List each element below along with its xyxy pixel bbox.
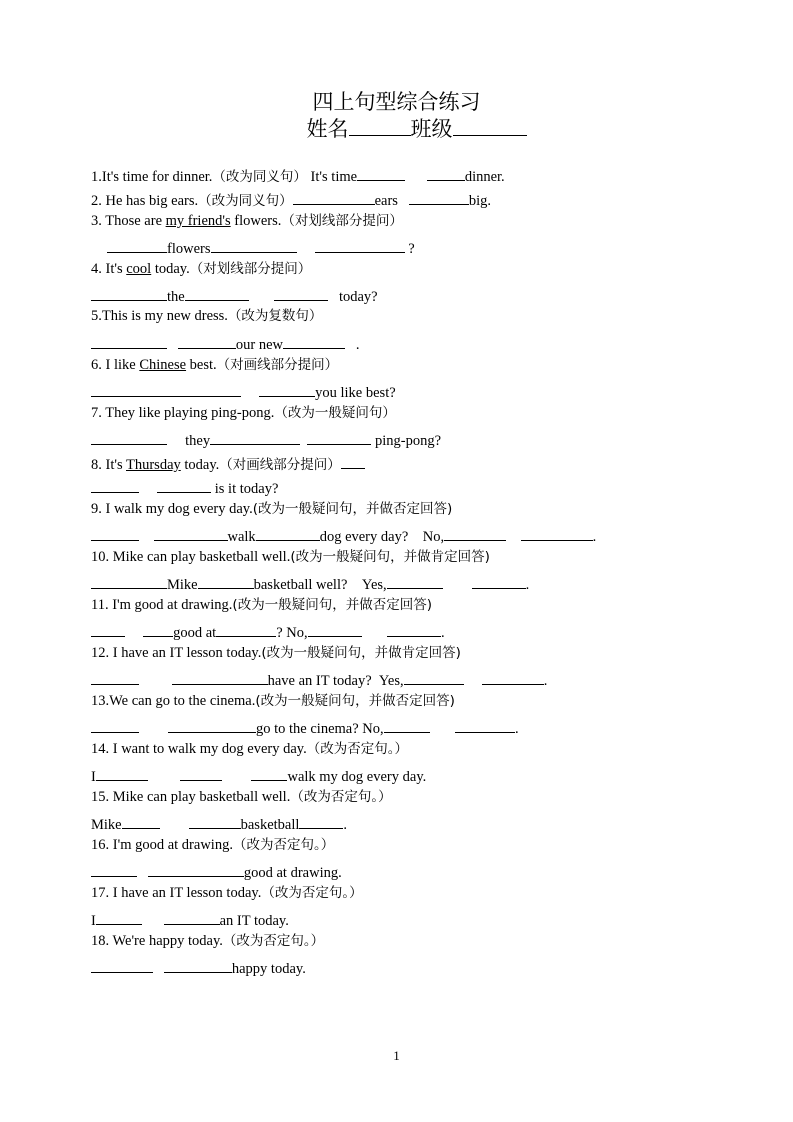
answer-blank[interactable]: [259, 379, 315, 397]
answer-blank[interactable]: [148, 859, 244, 877]
answer-blank[interactable]: [178, 331, 236, 349]
answer-6: you like best?: [91, 379, 396, 403]
answer-blank[interactable]: [387, 619, 441, 637]
question-12: 12. I have an IT lesson today.(改为一般疑问句，并做肯定回答): [91, 645, 461, 661]
answer-blank[interactable]: [91, 283, 167, 301]
answer-blank[interactable]: [91, 523, 139, 541]
underlined-word: Chinese: [139, 357, 187, 373]
question-4: 4. It's cool today.（对划线部分提问）: [91, 261, 312, 277]
underlined-word: Thursday: [126, 457, 181, 473]
answer-blank[interactable]: [91, 427, 167, 445]
answer-blank[interactable]: [91, 715, 139, 733]
answer-blank[interactable]: [91, 571, 167, 589]
answer-13: go to the cinema? No, .: [91, 715, 519, 739]
name-class-line: [0, 113, 793, 143]
underlined-word: cool: [126, 261, 152, 277]
answer-blank[interactable]: [427, 163, 465, 181]
answer-blank[interactable]: [308, 619, 362, 637]
question-14: 14. I want to walk my dog every day.（改为否定句。）: [91, 741, 408, 757]
question-2: 2. He has big ears.（改为同义句） ears big.: [91, 187, 491, 211]
question-1: 1.It's time for dinner.（改为同义句） It's time dinner.: [91, 163, 505, 187]
answer-blank[interactable]: [315, 235, 405, 253]
answer-blank[interactable]: [444, 523, 506, 541]
worksheet-title: 四上句型综合练习: [312, 90, 481, 114]
answer-blank[interactable]: [91, 955, 153, 973]
answer-blank[interactable]: [107, 235, 167, 253]
answer-4: the today?: [91, 283, 378, 307]
answer-blank[interactable]: [256, 523, 320, 541]
answer-16: good at drawing.: [91, 859, 342, 883]
answer-14: I walk my dog every day.: [91, 763, 426, 787]
class-label: 班级: [410, 117, 453, 141]
answer-blank[interactable]: [185, 283, 249, 301]
answer-blank[interactable]: [357, 163, 405, 181]
answer-blank[interactable]: [216, 619, 276, 637]
question-9: 9. I walk my dog every day.(改为一般疑问句，并做否定回答): [91, 501, 453, 517]
question-18: 18. We're happy today.（改为否定句。）: [91, 933, 325, 949]
answer-blank[interactable]: [189, 811, 241, 829]
question-16: 16. I'm good at drawing.（改为否定句。）: [91, 837, 335, 853]
answer-blank[interactable]: [211, 235, 297, 253]
question-10: 10. Mike can play basketball well.(改为一般疑问句，并做肯定回答): [91, 549, 490, 565]
answer-blank[interactable]: [91, 379, 241, 397]
answer-blank[interactable]: [157, 475, 211, 493]
answer-blank[interactable]: [168, 715, 256, 733]
answer-11: good at ? No, .: [91, 619, 445, 643]
underlined-phrase: my friend's: [165, 213, 231, 229]
answer-blank[interactable]: [180, 763, 222, 781]
answer-blank[interactable]: [164, 955, 232, 973]
answer-3: flowers ?: [107, 235, 415, 259]
name-blank[interactable]: [349, 118, 411, 136]
answer-blank[interactable]: [293, 187, 375, 205]
class-blank[interactable]: [453, 118, 527, 136]
answer-blank[interactable]: [91, 331, 167, 349]
answer-blank[interactable]: [164, 907, 220, 925]
answer-blank[interactable]: [409, 187, 469, 205]
answer-blank[interactable]: [91, 619, 125, 637]
answer-blank[interactable]: [91, 475, 139, 493]
answer-12: have an IT today? Yes, .: [91, 667, 547, 691]
answer-7: they ping-pong?: [91, 427, 441, 451]
answer-blank[interactable]: [299, 811, 343, 829]
answer-17: I an IT today.: [91, 907, 289, 931]
question-17: 17. I have an IT lesson today.（改为否定句。）: [91, 885, 363, 901]
answer-18: happy today.: [91, 955, 306, 979]
answer-10: Mike basketball well? Yes, .: [91, 571, 529, 595]
answer-8: is it today?: [91, 475, 278, 499]
answer-blank[interactable]: [307, 427, 371, 445]
answer-blank[interactable]: [210, 427, 300, 445]
answer-blank[interactable]: [172, 667, 268, 685]
answer-blank[interactable]: [283, 331, 345, 349]
answer-blank[interactable]: [198, 571, 254, 589]
answer-blank[interactable]: [404, 667, 464, 685]
answer-blank[interactable]: [384, 715, 430, 733]
answer-blank[interactable]: [96, 763, 148, 781]
answer-15: Mike basketball .: [91, 811, 347, 835]
answer-blank[interactable]: [521, 523, 593, 541]
question-7: 7. They like playing ping-pong.（改为一般疑问句）: [91, 405, 396, 421]
answer-blank[interactable]: [122, 811, 160, 829]
question-13: 13.We can go to the cinema.(改为一般疑问句，并做否定回答): [91, 693, 455, 709]
question-3: 3. Those are my friend's flowers.（对划线部分提问）: [91, 213, 403, 229]
answer-blank[interactable]: [251, 763, 287, 781]
answer-blank[interactable]: [91, 859, 137, 877]
answer-blank[interactable]: [91, 667, 139, 685]
answer-blank[interactable]: [274, 283, 328, 301]
question-5: 5.This is my new dress.（改为复数句）: [91, 308, 323, 324]
question-6: 6. I like Chinese best.（对画线部分提问）: [91, 357, 339, 373]
answer-9: walk dog every day? No, .: [91, 523, 596, 547]
name-label: 姓名: [306, 117, 349, 141]
page-number: 1: [393, 1048, 400, 1063]
answer-blank[interactable]: [341, 451, 365, 469]
answer-5: our new .: [91, 331, 360, 355]
question-8: 8. It's Thursday today.（对画线部分提问）: [91, 451, 365, 475]
answer-blank[interactable]: [455, 715, 515, 733]
answer-blank[interactable]: [96, 907, 142, 925]
answer-blank[interactable]: [472, 571, 526, 589]
answer-blank[interactable]: [387, 571, 443, 589]
answer-blank[interactable]: [143, 619, 173, 637]
question-15: 15. Mike can play basketball well.（改为否定句。）: [91, 789, 392, 805]
question-11: 11. I'm good at drawing.(改为一般疑问句，并做否定回答): [91, 597, 432, 613]
answer-blank[interactable]: [154, 523, 228, 541]
answer-blank[interactable]: [482, 667, 544, 685]
